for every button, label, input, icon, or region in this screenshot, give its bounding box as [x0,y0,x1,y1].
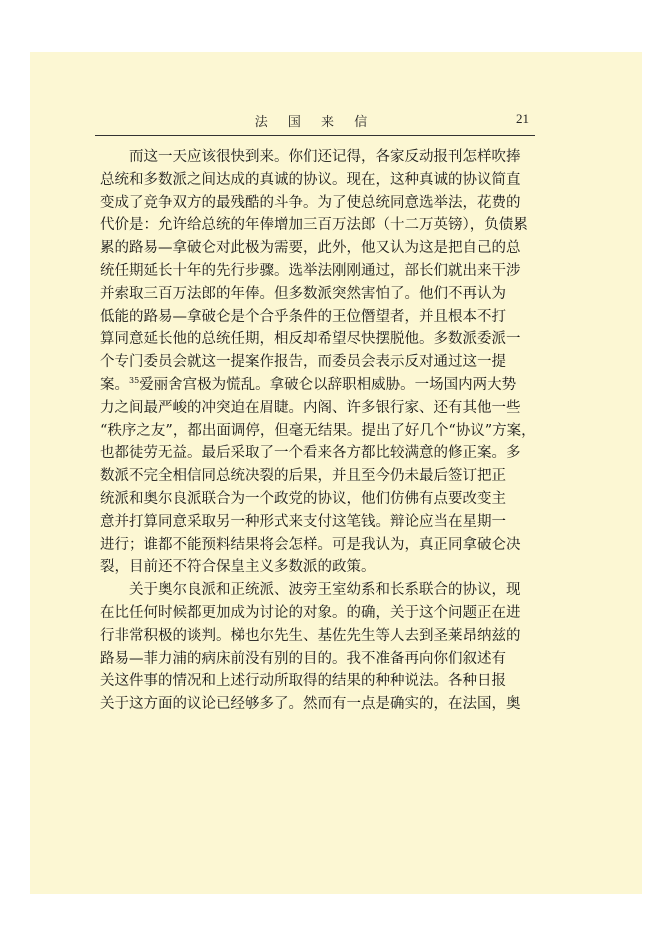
text-line: 而这一天应该很快到来。你们还记得，各家反动报刊怎样吹捧 [100,149,521,165]
text-line: “秩序之友”，都出面调停，但毫无结果。提出了好几个“协议”方案， [100,422,536,439]
text-line: 代价是：允许给总统的年俸增加三百万法郎（十二万英镑），负债累 [100,217,528,234]
line-start: 案。 [100,376,129,393]
text-line: 关于奥尔良派和正统派、波旁王室幼系和长系联合的协议，现 [100,582,521,599]
text-line: 变成了竞争双方的最残酷的斗争。为了使总统同意选举法，花费的 [100,194,521,211]
page-number: 21 [516,111,529,126]
text-line: 路易—菲力浦的病床前没有别的目的。我不准备再向你们叙述有 [100,650,506,667]
text-line: 关这件事的情况和上述行动所取得的结果的种种说法。各种日报 [100,673,506,690]
running-title: 法 国 来 信 [254,115,376,130]
text-line: 意并打算同意采取另一种形式来支付这笔钱。辩论应当在星期一 [100,513,506,530]
text-line: 个专门委员会就这一提案作报告，而委员会表示反对通过这一提 [100,354,506,371]
text-line: 累的路易—拿破仑对此极为需要，此外，他又认为这是把自己的总 [100,240,521,257]
text-line: 统任期延长十年的先行步骤。选举法刚刚通过，部长们就出来干涉 [100,262,521,279]
text-line: 行非常积极的谈判。梯也尔先生、基佐先生等人去到圣莱昂纳兹的 [100,627,521,644]
text-line: 在比任何时候都更加成为讨论的对象。的确，关于这个问题正在进 [100,604,521,621]
text-line: 总统和多数派之间达成的真诚的协议。现在，这种真诚的协议简直 [100,171,521,188]
text-line: 关于这方面的议论已经够多了。然而有一点是确实的，在法国，奥 [100,696,521,713]
text-line: 也都徒劳无益。最后采取了一个看来各方都比较满意的修正案。多 [100,445,521,462]
text-line: 力之间最严峻的冲突迫在眉睫。内阁、许多银行家、还有其他一些 [100,399,521,416]
body-text [100,146,538,716]
text-line: 进行；谁都不能预料结果将会怎样。可是我认为，真正同拿破仑决 [100,536,521,553]
text-line: 低能的路易—拿破仑是个合乎条件的王位僭望者，并且根本不打 [100,308,506,325]
footnote-marker: 35 [129,376,140,386]
line-end: 爱丽舍宫极为慌乱。拿破仑以辞职相威胁。一场国内两大势 [139,376,517,393]
text-line: 算同意延长他的总统任期，相反却希望尽快摆脱他。多数派委派一 [100,331,521,348]
header-rule [95,135,535,136]
text-line-with-footnote [100,374,538,397]
text-line: 并索取三百万法郎的年俸。但多数派突然害怕了。他们不再认为 [100,285,506,302]
text-line: 裂，目前还不符合保皇主义多数派的政策。 [100,559,376,576]
text-line: 数派不完全相信同总统决裂的后果，并且至今仍未最后签订把正 [100,468,506,485]
text-line: 统派和奥尔良派联合为一个政党的协议，他们仿佛有点要改变主 [100,490,506,507]
running-header [95,108,535,132]
